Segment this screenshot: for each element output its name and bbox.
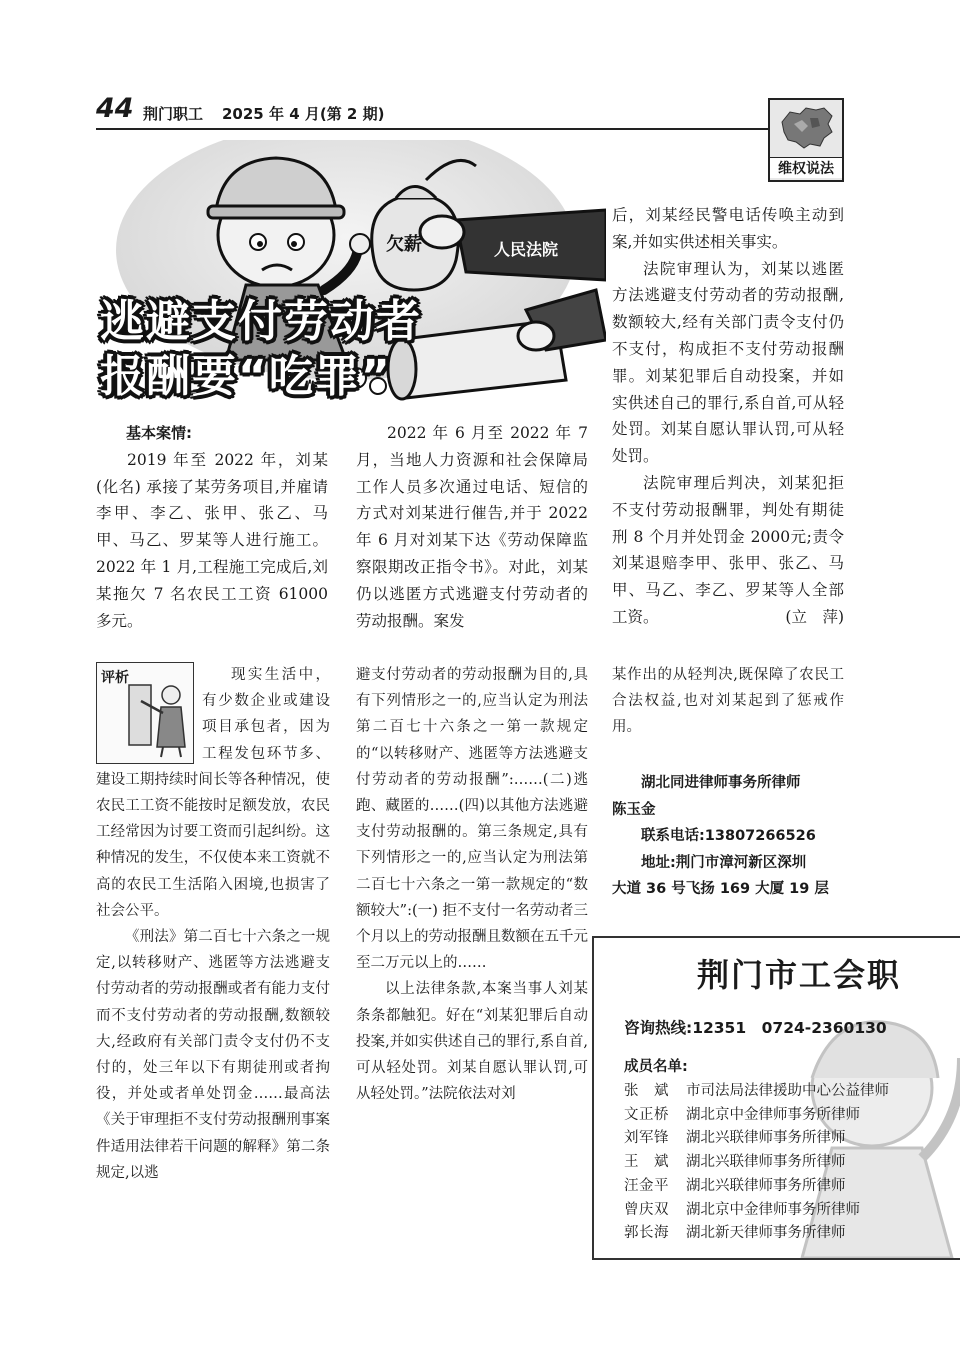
member-title: 湖北京中金律师事务所律师 — [686, 1106, 860, 1123]
case-paragraph-1: 2019 年至 2022 年，刘某(化名) 承接了某劳务项目,并雇请李甲、李乙、张甲、张乙、马甲、马乙、罗某等人进行施工。2022 年 1 月,工程施工完成后,刘某拖欠 7 名农民工工资 61000 多元。 — [96, 450, 328, 630]
case-paragraph-2: 2022 年 6 月至 2022 年 7 月，当地人力资源和社会保障局工作人员多次通过电话、短信的方式对刘某进行催告,并于 2022 年 6 月对刘某下达《劳动保障监察限期改正指令书》。对此，刘某仍以逃匿方式逃避支付劳动者的劳动报酬。案发 — [356, 424, 588, 630]
member-row — [624, 1080, 889, 1104]
member-name: 郭长海 — [624, 1225, 669, 1242]
union-box-title: 荆门市工会职 — [697, 956, 902, 994]
member-title: 湖北新天律师事务所律师 — [686, 1225, 846, 1242]
commentary-paragraph-3-continued: 某作出的从轻判决,既保障了农民工合法权益,也对刘某起到了惩戒作用。 — [612, 667, 844, 736]
lawyer-name: 陈玉金 — [612, 801, 656, 818]
member-title: 市司法局法律援助中心公益律师 — [686, 1083, 889, 1099]
lawyer-address-2: 大道 36 号飞扬 169 大厦 19 层 — [612, 881, 829, 897]
header-rule — [96, 128, 768, 130]
column-name: 维权说法 — [770, 157, 842, 178]
member-name: 王 斌 — [624, 1154, 669, 1171]
headline-line-1: 逃避支付劳动者 — [100, 296, 422, 347]
member-title: 湖北兴联律师事务所律师 — [686, 1177, 846, 1194]
commentary-paragraph-3: 以上法律条款,本案当事人刘某条条都触犯。好在“刘某犯罪后自动投案,并如实供述自己的罪行,系自首,可从轻处罚。刘某自愿认罪认罚,可从轻处罚。”法院依法对刘 — [356, 981, 588, 1103]
column-badge — [768, 98, 844, 182]
article-column-3 — [612, 202, 844, 631]
china-map-icon — [776, 104, 836, 152]
member-name: 汪金平 — [624, 1177, 669, 1194]
author-signature: (立 萍) — [785, 607, 844, 626]
page-number: 44 — [96, 93, 134, 124]
lawyer-phone: 联系电话:13807266526 — [641, 828, 816, 844]
article-column-1 — [96, 420, 328, 634]
lawyer-firm: 湖北同进律师事务所律师 — [641, 775, 801, 791]
bag-label: 欠薪 — [386, 234, 422, 255]
headline-line-2: 报酬要“吃罪” — [100, 351, 392, 402]
publication-name: 荆门职工 — [143, 105, 204, 123]
issue-date: 2025 年 4 月(第 2 期) — [222, 105, 385, 123]
article-column-2 — [356, 420, 588, 634]
member-name: 文正桥 — [624, 1106, 669, 1123]
case-paragraph-2-continued: 后，刘某经民警电话传唤主动到案,并如实供述相关事实。 — [612, 206, 844, 251]
union-lawyers-box — [592, 936, 960, 1260]
member-row — [624, 1175, 889, 1199]
member-name: 刘军锋 — [624, 1130, 669, 1147]
commentary-paragraph-2: 《刑法》第二百七十六条之一规定,以转移财产、逃匿等方法逃避支付劳动者的劳动报酬或者有能力支付而不支付劳动者的劳动报酬,数额较大,经政府有关部门责令支付仍不支付的，处三年以下有期徒刑或者拘役，并处或者单处罚金……最高法《关于审理拒不支付劳动报酬刑事案件适用法律若干问题的解释》第二条规定,以逃 — [96, 929, 330, 1181]
case-paragraph-3: 法院审理认为，刘某以逃匿方法逃避支付劳动者的劳动报酬,数额较大,经有关部门责令支付仍不支付，构成拒不支付劳动报酬罪。刘某犯罪后自动投案，并如实供述自己的罪行,系自首,可从轻处罚。刘某自愿认罪认罚,可从轻处罚。 — [612, 259, 844, 466]
member-row — [624, 1222, 889, 1246]
case-heading: 基本案情: — [126, 424, 192, 442]
lawyer-address-1: 地址:荆门市漳河新区深圳 — [641, 854, 807, 871]
sleeve-label: 人民法院 — [494, 240, 559, 259]
commentary-badge — [96, 662, 194, 764]
member-title: 湖北兴联律师事务所律师 — [686, 1154, 846, 1171]
verdict-text: 法院审理后判决，刘某犯拒不支付劳动报酬罪，判处有期徒刑 8 个月并处罚金 2000元;责令刘某退赔李甲、张甲、张乙、马甲、马乙、李乙、罗某等人全部工资。 — [612, 473, 844, 626]
members-heading: 成员名单: — [624, 1059, 688, 1075]
member-name: 曾庆双 — [624, 1201, 669, 1218]
member-row — [624, 1104, 889, 1128]
member-row — [624, 1127, 889, 1151]
member-title: 湖北京中金律师事务所律师 — [686, 1201, 860, 1218]
teacher-pointer-icon — [127, 677, 189, 759]
case-paragraph-4 — [612, 470, 844, 631]
member-row — [624, 1199, 889, 1223]
commentary-column-2 — [356, 662, 588, 1107]
member-name: 张 斌 — [624, 1083, 669, 1099]
member-row — [624, 1151, 889, 1175]
member-title: 湖北兴联律师事务所律师 — [686, 1130, 846, 1147]
hotline: 咨询热线:12351 0724-2360130 — [624, 1019, 887, 1037]
commentary-paragraph-1: 现实生活中，有少数企业或建设项目承包者，因为工程发包环节多、建设工期持续时间长等各种情况，使农民工工资不能按时足额发放，农民工经常因为讨要工资而引起纠纷。这种情况的发生，不仅使本来工资就不高的农民工生活陷入困境,也损害了社会公平。 — [96, 667, 330, 919]
members-list — [624, 1080, 889, 1246]
lawyer-info — [612, 770, 852, 903]
commentary-paragraph-2-continued: 避支付劳动者的劳动报酬为目的,具有下列情形之一的,应当认定为刑法第二百七十六条之一第一款规定的“以转移财产、逃匿等方法逃避支付劳动者的劳动报酬”:……(二)逃跑、藏匿的……(四)以其他方法逃避支付劳动报酬的。第三条规定,具有下列情形之一的,应当认定为刑法第二百七十六条之一第一款规定的“数额较大”:(一) 拒不支付一名劳动者三个月以上的劳动报酬且数额在五千元至二万元以上的…… — [356, 667, 588, 972]
commentary-label: 评析 — [101, 670, 129, 686]
commentary-column-3 — [612, 662, 844, 741]
